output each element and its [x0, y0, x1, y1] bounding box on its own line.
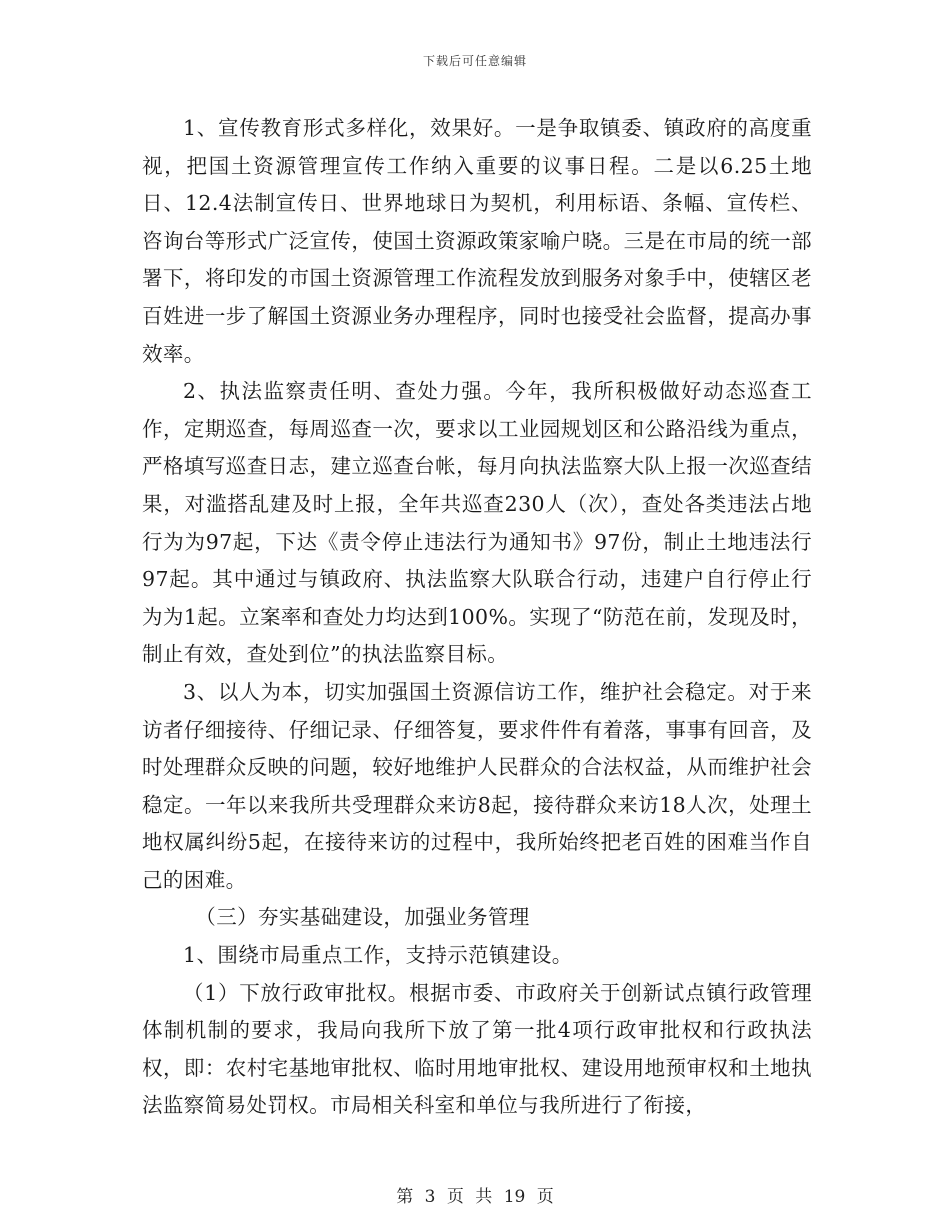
- paragraph-petition: 3、以人为本，切实加强国土资源信访工作，维护社会稳定。对于来访者仔细接待、仔细记录、仔细答复，要求件件有着落，事事有回音，及时处理群众反映的问题，较好地维护人民群众的合法权益，从而维护社会稳定。一年以来我所共受理群众来访8起，接待群众来访18人次，处理土地权属纠纷5起，在接待来访的过程中，我所始终把老百姓的困难当作自己的困难。: [142, 679, 812, 892]
- paragraph-key-work: 1、围绕市局重点工作，支持示范镇建设。: [183, 943, 573, 968]
- page-footer: 第 3 页 共 19 页: [396, 1187, 554, 1207]
- document-body: [142, 110, 812, 1125]
- page-header: 下载后可任意编辑: [422, 54, 527, 68]
- paragraph-delegation: （1）下放行政审批权。根据市委、市政府关于创新试点镇行政管理体制机制的要求，我局向我所下放了第一批4项行政审批权和行政执法权，即：农村宅基地审批权、临时用地审批权、建设用地预审权和土地执法监察简易处罚权。市局相关科室和单位与我所进行了衔接，: [142, 980, 812, 1118]
- paragraph-law-enforcement: 2、执法监察责任明、查处力强。今年，我所积极做好动态巡查工作，定期巡查，每周巡查一次，要求以工业园规划区和公路沿线为重点，严格填写巡查日志，建立巡查台帐，每月向执法监察大队上报一次巡查结果，对滥搭乱建及时上报，全年共巡查230人（次），查处各类违法占地行为为97起，下达《责令停止违法行为通知书》97份，制止土地违法行97起。其中通过与镇政府、执法监察大队联合行动，违建户自行停止行为为1起。立案率和查处力均达到100%。实现了“防范在前，发现及时，制止有效，查处到位”的执法监察目标。: [142, 379, 812, 667]
- paragraph-publicity: 1、宣传教育形式多样化，效果好。一是争取镇委、镇政府的高度重视，把国土资源管理宣传工作纳入重要的议事日程。二是以6.25土地日、12.4法制宣传日、世界地球日为契机，利用标语、条幅、宣传栏、咨询台等形式广泛宣传，使国土资源政策家喻户晓。三是在市局的统一部署下，将印发的市国土资源管理工作流程发放到服务对象手中，使辖区老百姓进一步了解国土资源业务办理程序，同时也接受社会监督，提高办事效率。: [142, 116, 812, 366]
- section-heading-infrastructure: （三）夯实基础建设，加强业务管理: [195, 905, 530, 930]
